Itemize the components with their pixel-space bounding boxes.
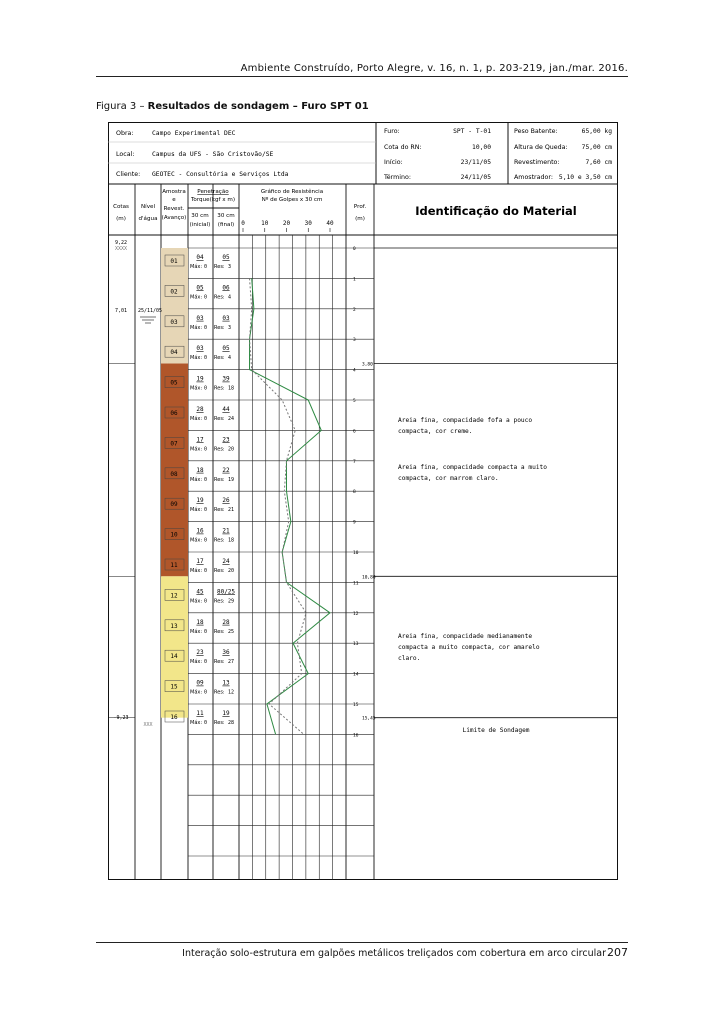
res-value: 12 — [228, 689, 235, 696]
sample-number: 03 — [170, 318, 178, 326]
water-level-icon — [140, 317, 156, 323]
col-cotas: Cotas — [113, 204, 129, 210]
blows-initial: 17 — [196, 558, 204, 565]
col-identificacao: Identificação do Material — [415, 204, 577, 218]
depth-label: 0 — [353, 247, 356, 252]
col-nivel-sub: d'água — [138, 216, 158, 222]
max-value: 0 — [204, 355, 208, 362]
cota-bottom: -9,23 — [113, 715, 129, 721]
blows-initial: 03 — [196, 345, 204, 353]
peso-value: 65,00 kg — [581, 128, 612, 135]
max-value: 0 — [204, 294, 208, 301]
inicio-value: 23/11/05 — [460, 159, 491, 166]
chart-scale-label: 40 — [326, 220, 334, 227]
max-label: Máx: — [190, 598, 203, 605]
depth-label: 8 — [353, 490, 356, 496]
blows-initial: 18 — [196, 618, 204, 626]
res-label: Res: — [214, 689, 225, 696]
col-inicial: (inicial) — [189, 222, 211, 228]
blows-initial: 19 — [196, 375, 204, 383]
max-label: Máx: — [190, 689, 203, 696]
depth-label: 5 — [353, 399, 356, 404]
material-3-line1: Areia fina, compacidade medianamente — [398, 633, 533, 640]
res-value: 28 — [228, 720, 235, 726]
material-3-line2: compacta a muito compacta, cor amarelo — [398, 644, 540, 651]
altura-value: 75,00 cm — [581, 144, 612, 151]
res-label: Res: — [214, 324, 225, 331]
material-1-line1: Areia fina, compacidade fofa a pouco — [398, 417, 533, 424]
res-label: Res: — [214, 568, 225, 574]
sample-number: 15 — [170, 683, 178, 691]
depth-label: 10 — [353, 551, 359, 556]
resistance-line-solid — [250, 278, 330, 734]
blows-final: 80/25 — [216, 588, 236, 596]
blows-initial: 45 — [196, 588, 204, 596]
blows-initial: 23 — [196, 649, 204, 657]
material-1-line2: compacta, cor creme. — [398, 428, 473, 435]
chart-scale-label: 30 — [304, 220, 312, 227]
max-value: 0 — [204, 324, 208, 331]
res-label: Res: — [214, 294, 225, 301]
sample-number: 08 — [170, 470, 178, 478]
water-level-date: 25/11/05 — [137, 308, 163, 314]
res-value: 20 — [228, 568, 235, 574]
cota-rn-label: Cota do RN: — [384, 144, 422, 151]
termino-label: Término: — [384, 174, 411, 181]
max-label: Máx: — [190, 628, 203, 635]
layer-depth-1: 3,80 — [362, 362, 373, 368]
res-label: Res: — [214, 355, 225, 362]
blows-final: 24 — [222, 558, 230, 565]
max-label: Máx: — [190, 568, 203, 574]
max-label: Máx: — [190, 507, 203, 514]
blows-initial: 18 — [196, 466, 204, 474]
res-value: 3 — [228, 264, 232, 270]
blows-final: 22 — [222, 466, 230, 474]
altura-label: Altura de Queda: — [514, 144, 568, 151]
resistance-line-dashed — [250, 278, 307, 734]
blows-initial: 19 — [196, 497, 204, 505]
res-value: 24 — [228, 416, 235, 422]
sample-number: 12 — [170, 592, 178, 600]
max-value: 0 — [204, 416, 208, 422]
depth-label: 14 — [353, 672, 359, 678]
res-value: 18 — [228, 385, 235, 392]
chart-scale-label: 10 — [261, 220, 269, 227]
depth-label: 15 — [353, 703, 359, 708]
max-label: Máx: — [190, 294, 203, 301]
max-label: Máx: — [190, 659, 203, 666]
layer-depth-2: 10,80 — [362, 575, 376, 581]
footer-text: Interação solo-estrutura em galpões metálicos treliçados com cobertura em arco circular — [182, 948, 606, 959]
max-label: Máx: — [190, 720, 203, 726]
material-3-line3: claro. — [398, 655, 421, 662]
max-value: 0 — [204, 659, 208, 666]
max-label: Máx: — [190, 416, 203, 422]
col-30cm-inicial: 30 cm — [191, 213, 209, 219]
depth-label: 16 — [353, 733, 359, 739]
footer-rule — [96, 942, 628, 943]
revest-value: 7,60 cm — [585, 159, 612, 166]
res-value: 20 — [228, 446, 235, 453]
max-value: 0 — [204, 568, 208, 574]
blows-final: 13 — [222, 679, 230, 687]
blows-final: 23 — [222, 436, 230, 444]
sample-number: 02 — [170, 288, 178, 296]
col-golpes: Nº de Golpes x 30 cm — [261, 197, 323, 203]
termino-value: 24/11/05 — [460, 174, 491, 181]
depth-label: 1 — [353, 277, 356, 283]
obra-label: Obra: — [116, 130, 134, 137]
limite-sondagem: Limite de Sondagem — [462, 727, 530, 734]
col-prof-unit: (m) — [355, 216, 365, 222]
blows-final: 26 — [222, 497, 230, 505]
peso-label: Peso Batente: — [514, 128, 558, 135]
blows-initial: 17 — [196, 436, 204, 444]
blows-final: 28 — [222, 618, 230, 626]
sample-number: 01 — [170, 258, 178, 265]
blows-initial: 16 — [196, 527, 204, 535]
res-value: 3 — [228, 324, 232, 331]
blows-initial: 28 — [196, 406, 204, 413]
material-2-line2: compacta, cor marrom claro. — [398, 475, 499, 482]
res-value: 25 — [228, 628, 235, 635]
header-rule — [96, 76, 628, 77]
amostrador-value: 5,10 e 3,50 cm — [558, 174, 612, 181]
amostrador-label: Amostrador: — [514, 174, 553, 181]
cliente-label: Cliente: — [116, 171, 141, 178]
max-value: 0 — [204, 264, 208, 270]
cota-top: 9,22 — [114, 240, 128, 246]
max-label: Máx: — [190, 446, 203, 453]
sample-number: 11 — [170, 562, 178, 569]
res-label: Res: — [214, 476, 225, 483]
layer-depth-3: 15,45 — [362, 716, 376, 722]
local-label: Local: — [116, 151, 135, 158]
res-label: Res: — [214, 720, 225, 726]
max-value: 0 — [204, 507, 208, 514]
depth-label: 2 — [353, 307, 356, 313]
col-torque: Torque(kgf x m) — [190, 197, 236, 203]
figure-label: Figura 3 – — [96, 101, 148, 112]
sample-number: 04 — [170, 349, 178, 357]
col-prof: Prof. — [353, 204, 367, 210]
max-value: 0 — [204, 689, 208, 696]
col-amostra: Amostra — [162, 189, 186, 195]
sample-number: 07 — [170, 440, 178, 448]
depth-label: 13 — [353, 642, 359, 648]
revest-label: Revestimento: — [514, 159, 560, 166]
cliente-value: GEOTEC - Consultória e Serviços Ltda — [152, 171, 289, 178]
max-value: 0 — [204, 476, 208, 483]
res-value: 27 — [228, 659, 235, 666]
res-value: 4 — [228, 355, 232, 362]
blows-final: 44 — [222, 406, 230, 413]
blows-initial: 09 — [196, 679, 204, 687]
depth-label: 4 — [353, 368, 356, 374]
sample-number: 10 — [170, 531, 178, 539]
blows-final: 36 — [222, 649, 230, 657]
res-label: Res: — [214, 385, 225, 392]
blows-final: 05 — [222, 345, 230, 353]
sample-number: 14 — [170, 653, 178, 661]
res-value: 18 — [228, 537, 235, 544]
sample-number: 09 — [170, 501, 178, 509]
depth-label: 7 — [353, 459, 356, 465]
depth-label: 9 — [353, 520, 356, 526]
sample-number: 05 — [170, 379, 178, 387]
max-value: 0 — [204, 720, 208, 726]
depth-label: 6 — [353, 429, 356, 435]
res-label: Res: — [214, 446, 225, 453]
cota-water: 7,01 — [114, 308, 128, 314]
col-final: (final) — [217, 222, 235, 228]
max-label: Máx: — [190, 476, 203, 483]
res-label: Res: — [214, 628, 225, 635]
blows-final: 06 — [222, 284, 230, 292]
cota-rn-value: 10,00 — [472, 144, 491, 151]
blows-initial: 04 — [196, 254, 204, 261]
res-value: 21 — [228, 507, 235, 514]
res-value: 19 — [228, 476, 235, 483]
col-grafico: Gráfico de Resistência — [260, 189, 324, 195]
cota-marker-top: XXXX — [114, 246, 128, 252]
col-nivel: Nível — [140, 204, 156, 210]
obra-value: Campo Experimental DEC — [152, 130, 236, 137]
spt-borehole-log — [108, 122, 618, 880]
cota-marker-bottom: XXX — [143, 722, 153, 728]
max-label: Máx: — [190, 537, 203, 544]
max-value: 0 — [204, 598, 208, 605]
chart-scale-label: 20 — [282, 220, 291, 227]
max-label: Máx: — [190, 264, 203, 270]
blows-final: 21 — [222, 527, 230, 535]
page-number: 207 — [607, 946, 628, 959]
furo-label: Furo: — [384, 128, 400, 135]
blows-initial: 05 — [196, 284, 204, 292]
blows-final: 03 — [222, 314, 230, 322]
local-value: Campus da UFS - São Cristovão/SE — [152, 151, 274, 158]
max-value: 0 — [204, 446, 208, 453]
col-30cm-final: 30 cm — [217, 213, 235, 219]
running-head: Ambiente Construído, Porto Alegre, v. 16, n. 1, p. 203-219, jan./mar. 2016. — [240, 63, 628, 74]
sample-number: 06 — [170, 410, 178, 417]
depth-label: 3 — [353, 338, 356, 344]
sample-number: 16 — [170, 714, 178, 721]
blows-final: 05 — [222, 254, 230, 261]
res-value: 4 — [228, 294, 232, 301]
depth-label: 11 — [353, 581, 359, 587]
res-label: Res: — [214, 598, 225, 605]
max-label: Máx: — [190, 385, 203, 392]
figure-caption — [96, 101, 369, 112]
blows-initial: 03 — [196, 314, 204, 322]
sample-number: 13 — [170, 622, 178, 630]
col-cotas-unit: (m) — [116, 216, 126, 222]
max-label: Máx: — [190, 324, 203, 331]
max-label: Máx: — [190, 355, 203, 362]
blows-initial: 11 — [196, 710, 204, 717]
res-label: Res: — [214, 264, 225, 270]
chart-scale-label: 0 — [241, 220, 245, 227]
max-value: 0 — [204, 628, 208, 635]
max-value: 0 — [204, 537, 208, 544]
inicio-label: Início: — [384, 159, 403, 166]
max-value: 0 — [204, 385, 208, 392]
res-label: Res: — [214, 659, 225, 666]
col-revest: Revest. — [163, 206, 185, 212]
blows-final: 39 — [222, 375, 230, 383]
furo-value: SPT - T-01 — [453, 128, 491, 135]
figure-title: Resultados de sondagem – Furo SPT 01 — [147, 101, 369, 112]
col-penetracao: Penetração — [197, 189, 229, 195]
res-label: Res: — [214, 416, 225, 422]
borehole-log-figure — [108, 122, 618, 880]
res-value: 29 — [228, 598, 235, 605]
col-amostra-e: e — [172, 197, 176, 203]
material-2-line1: Areia fina, compacidade compacta a muito — [398, 464, 548, 471]
col-avanco: (Avanço) — [161, 215, 187, 221]
blows-final: 19 — [222, 710, 230, 717]
res-label: Res: — [214, 537, 225, 544]
depth-label: 12 — [353, 611, 359, 617]
res-label: Res: — [214, 507, 225, 514]
